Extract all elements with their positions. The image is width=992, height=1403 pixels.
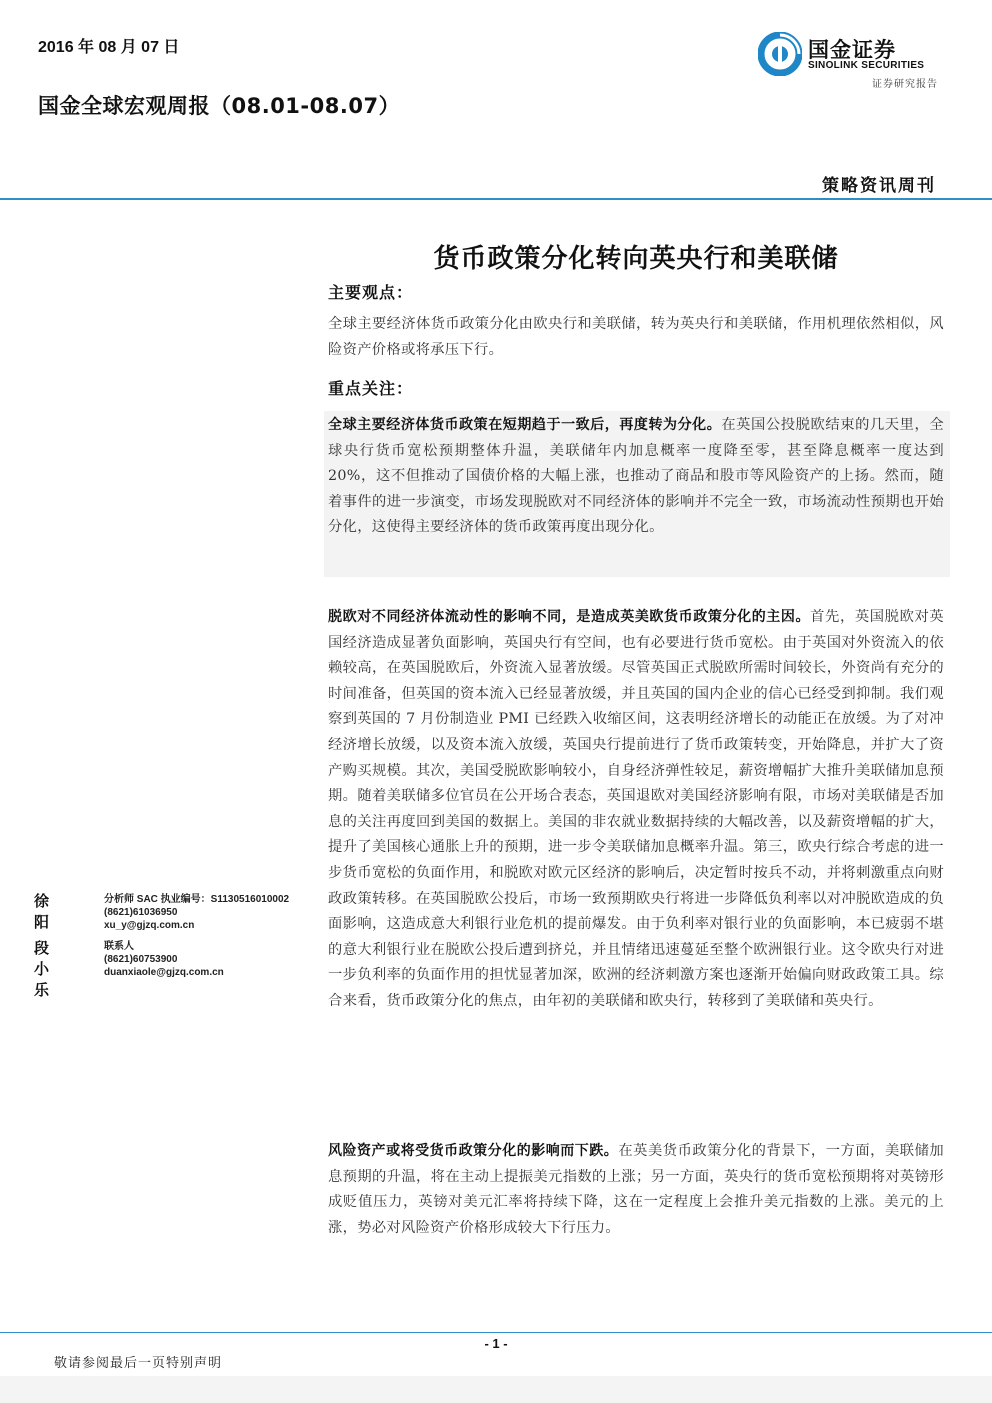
- focus-heading: 重点关注：: [328, 379, 414, 398]
- bottom-band: [0, 1376, 992, 1403]
- focus-paragraph-1-lead: 全球主要经济体货币政策在短期趋于一致后，再度转为分化。: [328, 417, 722, 433]
- report-date: 2016 年 08 月 07 日: [38, 39, 180, 56]
- analyst-sac-number: 分析师 SAC 执业编号：S1130516010002: [104, 894, 290, 905]
- company-logo: [758, 32, 958, 92]
- analyst-contact: [104, 893, 289, 932]
- focus-paragraph-3: [328, 1139, 944, 1241]
- analyst-phone: (8621)61036950: [104, 907, 178, 918]
- sinolink-logo-icon: [758, 32, 802, 76]
- logo-english-name: SINOLINK SECURITIES: [808, 60, 925, 71]
- focus-paragraph-1-body: 在英国公投脱欧结束的几天里，全球央行货币宽松预期整体升温，美联储年内加息概率一度降至零，甚至降息概率一度达到20%，这不但推动了国债价格的大幅上涨，也推动了商品和股市等风险资产的上扬。然而，随着事件的进一步演变，市场发现脱欧对不同经济体的影响并不完全一致，市场流动性预期也开始分化，这使得主要经济体的货币政策再度出现分化。: [328, 417, 944, 536]
- focus-paragraph-2-body: 首先，英国脱欧对英国经济造成显著负面影响，英国央行有空间，也有必要进行货币宽松。由于英国对外资流入的依赖较高，在英国脱欧后，外资流入显著放缓。尽管英国正式脱欧所需时间较长，外资尚有充分的时间准备，但英国的资本流入已经显著放缓，并且英国的国内企业的信心已经受到抑制。我们观察到英国的 7 月份制造业 PMI 已经跌入收缩区间，这表明经济增长的动能正在放缓。为了对冲经济增长放缓，以及资本流入放缓，英国央行提前进行了货币政策转变，开始降息，并扩大了资产购买规模。其次，美国受脱欧影响较小，自身经济弹性较足，薪资增幅扩大推升美联储加息预期。随着美联储多位官员在公开场合表态，英国退欧对美国经济影响有限，市场对美联储是否加息的关注再度回到美国的数据上。美国的非农就业数据持续的大幅改善，以及薪资增幅的扩大，提升了美国核心通胀上升的预期，进一步令美联储加息概率升温。第三，欧央行综合考虑的进一步货币宽松的负面作用，和脱欧对欧元区经济的影响后，决定暂时按兵不动，并将刺激重点向财政政策转移。在英国脱欧公投后，市场一致预期欧央行将进一步降低负利率以对冲脱欧造成的负面影响，这造成意大利银行业危机的提前爆发。由于负利率对银行业的负面影响，本已疲弱不堪的意大利银行业在脱欧公投后遭到挤兑，并且情绪迅速蔓延至整个欧洲银行业。这令欧央行对进一步负利率的负面作用的担忧显著加深，欧洲的经济刺激方案也逐渐开始偏向财政政策工具。综合来看，货币政策分化的焦点，由年初的美联储和欧央行，转移到了美联储和英央行。: [328, 609, 944, 1009]
- focus-paragraph-3-body: 在英美货币政策分化的背景下，一方面，美联储加息预期的升温，将在主动上提振美元指数的上涨；另一方面，英央行的货币宽松预期将对英镑形成贬值压力，英镑对美元汇率将持续下降，这在一定程度上会推升美元指数的上涨。美元的上涨，势必对风险资产价格形成较大下行压力。: [328, 1143, 944, 1236]
- header-divider: [0, 198, 992, 200]
- focus-paragraph-3-lead: 风险资产或将受货币政策分化的影响而下跌。: [328, 1143, 619, 1159]
- footer-divider: [0, 1332, 992, 1333]
- contact-email[interactable]: duanxiaole@gjzq.com.cn: [104, 967, 224, 978]
- contact-role: 联系人: [104, 941, 134, 952]
- key-points-heading: 主要观点：: [328, 283, 414, 302]
- main-title: 货币政策分化转向英央行和美联储: [433, 244, 839, 274]
- disclaimer: 敬请参阅最后一页特别声明: [54, 1356, 223, 1371]
- focus-paragraph-2-lead: 脱欧对不同经济体流动性的影响不同，是造成英美欧货币政策分化的主因。: [328, 609, 811, 625]
- contact-name: 段小乐: [34, 939, 52, 999]
- page-number: - 1 -: [484, 1336, 508, 1351]
- section-label: 策略资讯周刊: [822, 176, 936, 196]
- focus-paragraph-1: [328, 413, 944, 541]
- focus-paragraph-2: [328, 605, 944, 1015]
- report-series-title: 国金全球宏观周报（08.01-08.07）: [38, 94, 401, 118]
- analyst-email[interactable]: xu_y@gjzq.com.cn: [104, 920, 195, 931]
- analyst-name: 徐阳: [34, 892, 52, 931]
- key-points-text: 全球主要经济体货币政策分化由欧央行和美联储，转为英央行和美联储，作用机理依然相似，风险资产价格或将承压下行。: [328, 316, 944, 358]
- logo-subtitle: 证券研究报告: [872, 79, 938, 90]
- logo-chinese-name: 国金证券: [808, 38, 896, 62]
- contact-details: [104, 940, 224, 979]
- contact-phone: (8621)60753900: [104, 954, 178, 965]
